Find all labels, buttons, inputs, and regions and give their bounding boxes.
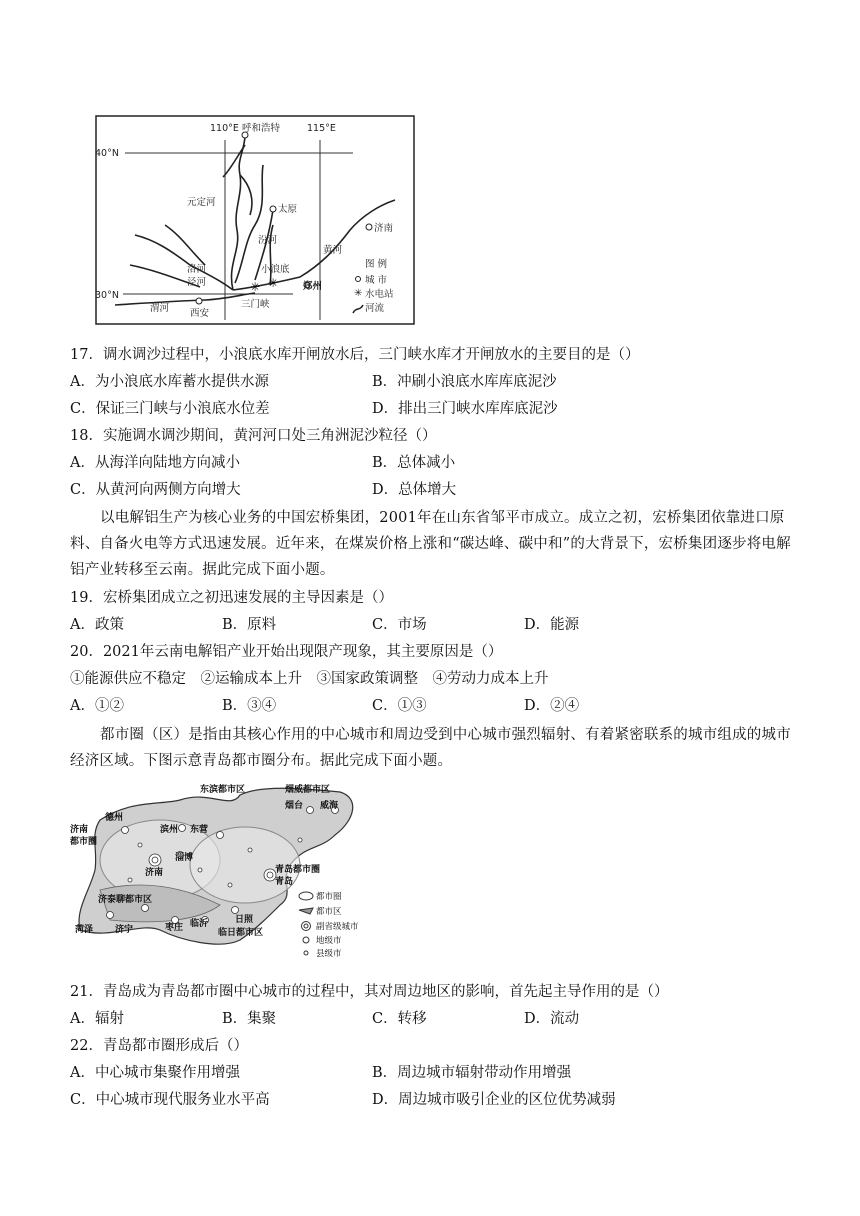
label-weihe: 渭河 (150, 303, 170, 314)
q19-option-b[interactable]: B．原料 (222, 617, 277, 633)
label-jinan-circle-2: 都市圈 (70, 837, 98, 847)
legend-station: 水电站 (365, 289, 394, 300)
q21-option-a[interactable]: A．辐射 (70, 1011, 124, 1027)
label-weihai: 威海 (320, 801, 339, 811)
label-dongying: 东营 (190, 825, 209, 835)
q21-stem: 21．青岛成为青岛都市圈中心城市的过程中，其对周边地区的影响，首先起主导作用的是（） (70, 984, 669, 1000)
city-jinan (366, 224, 372, 230)
label-jinghe: 泾河 (187, 277, 207, 288)
label-binzhou: 滨州 (160, 825, 179, 835)
q18-option-d[interactable]: D．总体增大 (372, 482, 457, 498)
legend-city: 城 市 (365, 275, 388, 286)
label-xiaolangdi: 小浪底 (261, 264, 290, 275)
label-xian: 西安 (190, 308, 210, 319)
map2-legend (299, 891, 359, 959)
label-linyi: 临沂 (190, 919, 209, 929)
q22-option-a[interactable]: A．中心城市集聚作用增强 (70, 1065, 240, 1081)
station-xiaolangdi-icon: ✳ (267, 276, 279, 290)
q19-option-a[interactable]: A．政策 (70, 617, 124, 633)
label-yanwei: 烟威都市区 (285, 785, 331, 795)
q18-option-c[interactable]: C．从黄河向两侧方向增大 (70, 482, 241, 498)
q17-option-c[interactable]: C．保证三门峡与小浪底水位差 (70, 401, 270, 417)
q17-option-a[interactable]: A．为小浪底水库蓄水提供水源 (70, 374, 269, 390)
label-lon110: 110°E (210, 123, 239, 134)
legend-title: 图 例 (365, 259, 388, 270)
label-hohhot: 呼和浩特 (242, 123, 281, 134)
svg-text:✳: ✳ (354, 288, 363, 299)
q20-option-c[interactable]: C．①③ (372, 698, 427, 714)
label-luohe: 洛河 (187, 264, 207, 275)
q21-option-b[interactable]: B．集聚 (222, 1011, 277, 1027)
passage-hongqiao: 以电解铝生产为核心业务的中国宏桥集团，2001年在山东省邹平市成立。成立之初，宏桥集团依靠进口原料、自备火电等方式迅速发展。近年来，在煤炭价格上涨和“碳达峰、碳中和”的大背景下，宏桥集团逐步将电解铝产业转移至云南。据此完成下面小题。 (70, 510, 791, 578)
label-zibo: 淄博 (175, 853, 194, 863)
q19-option-d[interactable]: D．能源 (524, 617, 580, 633)
q21-option-c[interactable]: C．转移 (372, 1011, 427, 1027)
legend-subprov: 副省级城市 (316, 922, 359, 932)
label-jitaiping: 济泰聊都市区 (98, 895, 153, 905)
station-sanmenxia-icon: ✳ (249, 280, 261, 294)
label-taiyuan: 太原 (278, 204, 298, 215)
label-sanmenxia: 三门峡 (241, 299, 270, 310)
q18-stem: 18．实施调水调沙期间，黄河河口处三角洲泥沙粒径（） (70, 428, 437, 444)
q22-option-d[interactable]: D．周边城市吸引企业的区位优势减弱 (372, 1092, 616, 1108)
q22-option-b[interactable]: B．周边城市辐射带动作用增强 (372, 1065, 572, 1081)
q17-option-d[interactable]: D．排出三门峡水库库底泥沙 (372, 401, 558, 417)
q20-items: ①能源供应不稳定 ②运输成本上升 ③国家政策调整 ④劳动力成本上升 (70, 671, 549, 687)
q19-stem: 19．宏桥集团成立之初迅速发展的主导因素是（） (70, 590, 393, 606)
label-huanghe: 黄河 (323, 245, 343, 256)
q17-stem: 17．调水调沙过程中，小浪底水库开闸放水后，三门峡水库才开闸放水的主要目的是（） (70, 347, 640, 363)
q20-option-d[interactable]: D．②④ (524, 698, 580, 714)
label-lat40: 40°N (95, 148, 119, 159)
label-lon115: 115°E (307, 123, 336, 134)
q18-option-a[interactable]: A．从海洋向陆地方向减小 (70, 455, 240, 471)
label-jinan-circle-1: 济南 (70, 825, 89, 835)
q18-option-b[interactable]: B．总体减小 (372, 455, 456, 471)
city-xian (196, 298, 202, 304)
q22-stem: 22．青岛都市圈形成后（） (70, 1038, 248, 1054)
label-rizhao: 日照 (235, 915, 254, 925)
label-lat30: 30°N (95, 290, 119, 301)
q20-option-a[interactable]: A．①② (70, 698, 124, 714)
q21-option-d[interactable]: D．流动 (524, 1011, 580, 1027)
legend-river: 河流 (365, 303, 385, 314)
label-jinan: 济南 (374, 223, 394, 234)
passage-metro: 都市圈（区）是指由其核心作用的中心城市和周边受到中心城市强烈辐射、有着紧密联系的城市组成的城市经济区域。下图示意青岛都市圈分布。据此完成下面小题。 (70, 727, 791, 769)
legend-prefecture: 地级市 (316, 936, 342, 946)
label-dezhou: 德州 (105, 813, 124, 823)
label-zaozhuang: 枣庄 (165, 923, 184, 933)
label-qingdao-circle: 青岛都市圈 (275, 865, 321, 875)
label-qingdao: 青岛 (275, 877, 294, 887)
label-dongbin: 东滨都市区 (200, 785, 246, 795)
label-yuanding: 元定河 (187, 197, 216, 208)
label-yantai: 烟台 (285, 801, 304, 811)
legend-circle: 都市圈 (316, 892, 342, 902)
label-linri: 临日都市区 (218, 928, 264, 938)
q22-option-c[interactable]: C．中心城市现代服务业水平高 (70, 1092, 270, 1108)
q20-stem: 20．2021年云南电解铝产业开始出现限产现象，其主要原因是（） (70, 644, 503, 660)
qingdao-metro-map (70, 780, 370, 970)
label-zhengzhou: 郑州 (303, 281, 323, 292)
label-jining: 济宁 (115, 925, 134, 935)
q20-option-b[interactable]: B．③④ (222, 698, 277, 714)
label-heze: 菏泽 (75, 925, 94, 935)
q17-option-b[interactable]: B．冲刷小浪底水库库底泥沙 (372, 374, 557, 390)
yellow-river-map (95, 115, 415, 325)
legend-county: 县级市 (316, 949, 342, 959)
label-fenhe: 汾河 (258, 235, 278, 246)
legend-district: 都市区 (316, 907, 342, 917)
label-jinan: 济南 (145, 868, 164, 878)
q19-option-c[interactable]: C．市场 (372, 617, 427, 633)
city-taiyuan (270, 206, 276, 212)
